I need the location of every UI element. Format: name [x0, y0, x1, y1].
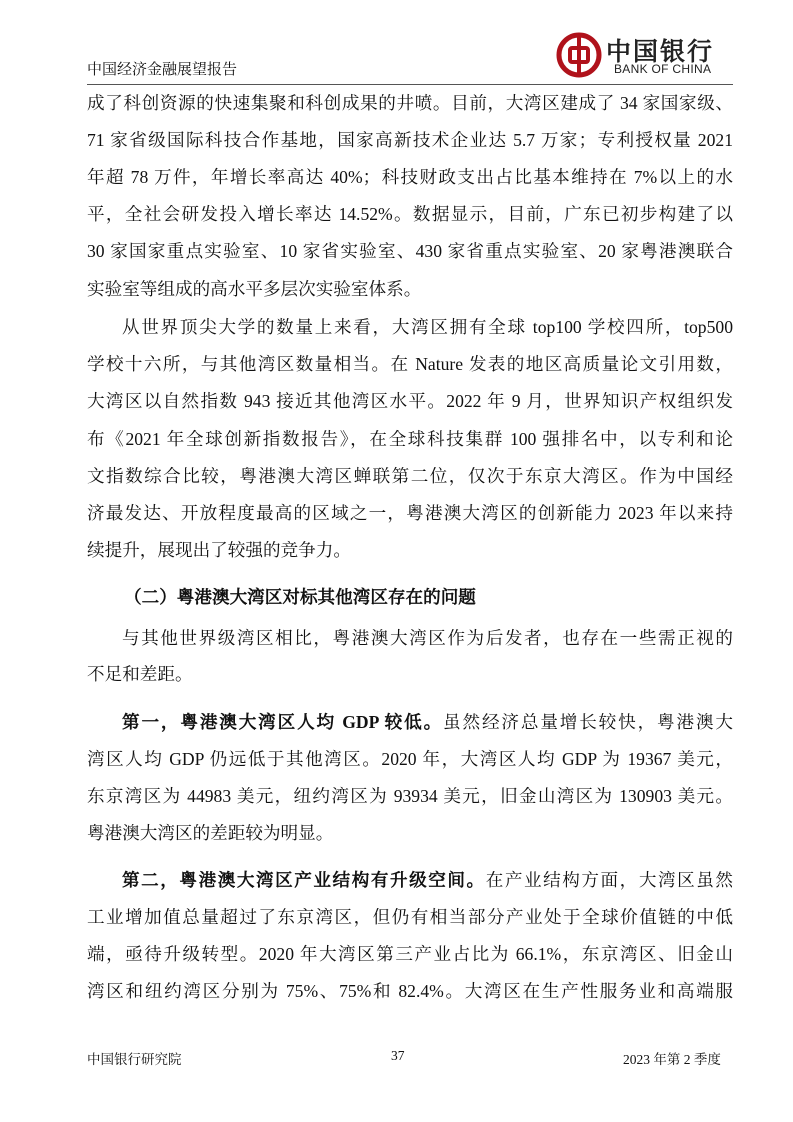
line-text: 平，全社会研发投入增长率达 14.52%。数据显示，目前，广东已初步构建了以	[87, 204, 733, 224]
text-line	[122, 711, 733, 733]
text-line	[87, 502, 733, 524]
line-text: 在产业结构方面，大湾区虽然	[485, 870, 733, 890]
line-text: 布《2021 年全球创新指数报告》，在全球科技集群 100 强排名中，以专利和论	[87, 429, 733, 449]
report-title: 中国经济金融展望报告	[87, 62, 238, 78]
line-text: 济最发达、开放程度最高的区域之一，粤港澳大湾区的创新能力 2023 年以来持	[87, 503, 733, 523]
line-text: 与其他世界级湾区相比，粤港澳大湾区作为后发者，也存在一些需正视的	[122, 628, 733, 648]
text-line	[87, 240, 733, 262]
bold-lead: 第二，粤港澳大湾区产业结构有升级空间。	[122, 870, 486, 890]
footer-issue: 2023 年第 2 季度	[623, 1052, 721, 1067]
text-line	[122, 316, 733, 338]
text-line	[87, 465, 733, 487]
text-line	[87, 663, 733, 685]
text-line	[87, 166, 733, 188]
line-text: 湾区人均 GDP 仍远低于其他湾区。2020 年，大湾区人均 GDP 为 19367 美元，	[87, 749, 733, 769]
section-heading: （二）粤港澳大湾区对标其他湾区存在的问题	[124, 587, 476, 607]
text-line	[87, 278, 733, 300]
line-text: 年超 78 万件，年增长率高达 40%；科技财政支出占比基本维持在 7%以上的水	[87, 167, 733, 187]
bank-logo-icon	[556, 32, 602, 78]
logo-chinese-text: 中国银行	[606, 39, 715, 66]
footer-institution: 中国银行研究院	[87, 1052, 182, 1067]
logo-english-text: BANK OF CHINA	[614, 62, 712, 76]
line-text: 续提升，展现出了较强的竞争力。	[87, 540, 351, 560]
text-line	[87, 539, 733, 561]
line-text: 虽然经济总量增长较快，粤港澳大	[443, 712, 733, 732]
line-text: 成了科创资源的快速集聚和科创成果的井喷。目前，大湾区建成了 34 家国家级、	[87, 93, 733, 113]
line-text: 大湾区以自然指数 943 接近其他湾区水平。2022 年 9 月，世界知识产权组织发	[87, 391, 733, 411]
text-line	[122, 627, 733, 649]
text-line	[87, 785, 733, 807]
text-line	[87, 92, 733, 114]
line-text: 实验室等组成的高水平多层次实验室体系。	[87, 279, 422, 299]
bank-of-china-logo	[556, 32, 734, 80]
line-text: 文指数综合比较，粤港澳大湾区蝉联第二位，仅次于东京大湾区。作为中国经	[87, 466, 733, 486]
bold-lead: 第一，粤港澳大湾区人均 GDP 较低。	[122, 712, 444, 732]
page-number: 37	[391, 1048, 405, 1063]
text-line	[87, 129, 733, 151]
text-line	[87, 980, 733, 1002]
line-text: 学校十六所，与其他湾区数量相当。在 Nature 发表的地区高质量论文引用数，	[87, 354, 733, 374]
line-text: 湾区和纽约湾区分别为 75%、75%和 82.4%。大湾区在生产性服务业和高端服	[87, 981, 733, 1001]
text-line	[122, 869, 733, 891]
line-text: 东京湾区为 44983 美元，纽约湾区为 93934 美元，旧金山湾区为 130903 美元。	[87, 786, 733, 806]
line-text: 71 家省级国际科技合作基地，国家高新技术企业达 5.7 万家；专利授权量 2021	[87, 130, 733, 150]
text-line	[87, 390, 733, 412]
header-rule	[87, 84, 733, 85]
line-text: 从世界顶尖大学的数量上来看，大湾区拥有全球 top100 学校四所，top500	[122, 317, 733, 337]
line-text: 粤港澳大湾区的差距较为明显。	[87, 823, 334, 843]
text-line	[87, 428, 733, 450]
text-line	[87, 748, 733, 770]
line-text: 端，亟待升级转型。2020 年大湾区第三产业占比为 66.1%，东京湾区、旧金山	[87, 944, 733, 964]
text-line	[87, 203, 733, 225]
text-line	[87, 943, 733, 965]
text-line	[87, 906, 733, 928]
text-line	[87, 822, 733, 844]
line-text: 不足和差距。	[87, 664, 193, 684]
line-text: 30 家国家重点实验室、10 家省实验室、430 家省重点实验室、20 家粤港澳联合	[87, 241, 733, 261]
line-text: 工业增加值总量超过了东京湾区，但仍有相当部分产业处于全球价值链的中低	[87, 907, 733, 927]
text-line	[87, 353, 733, 375]
